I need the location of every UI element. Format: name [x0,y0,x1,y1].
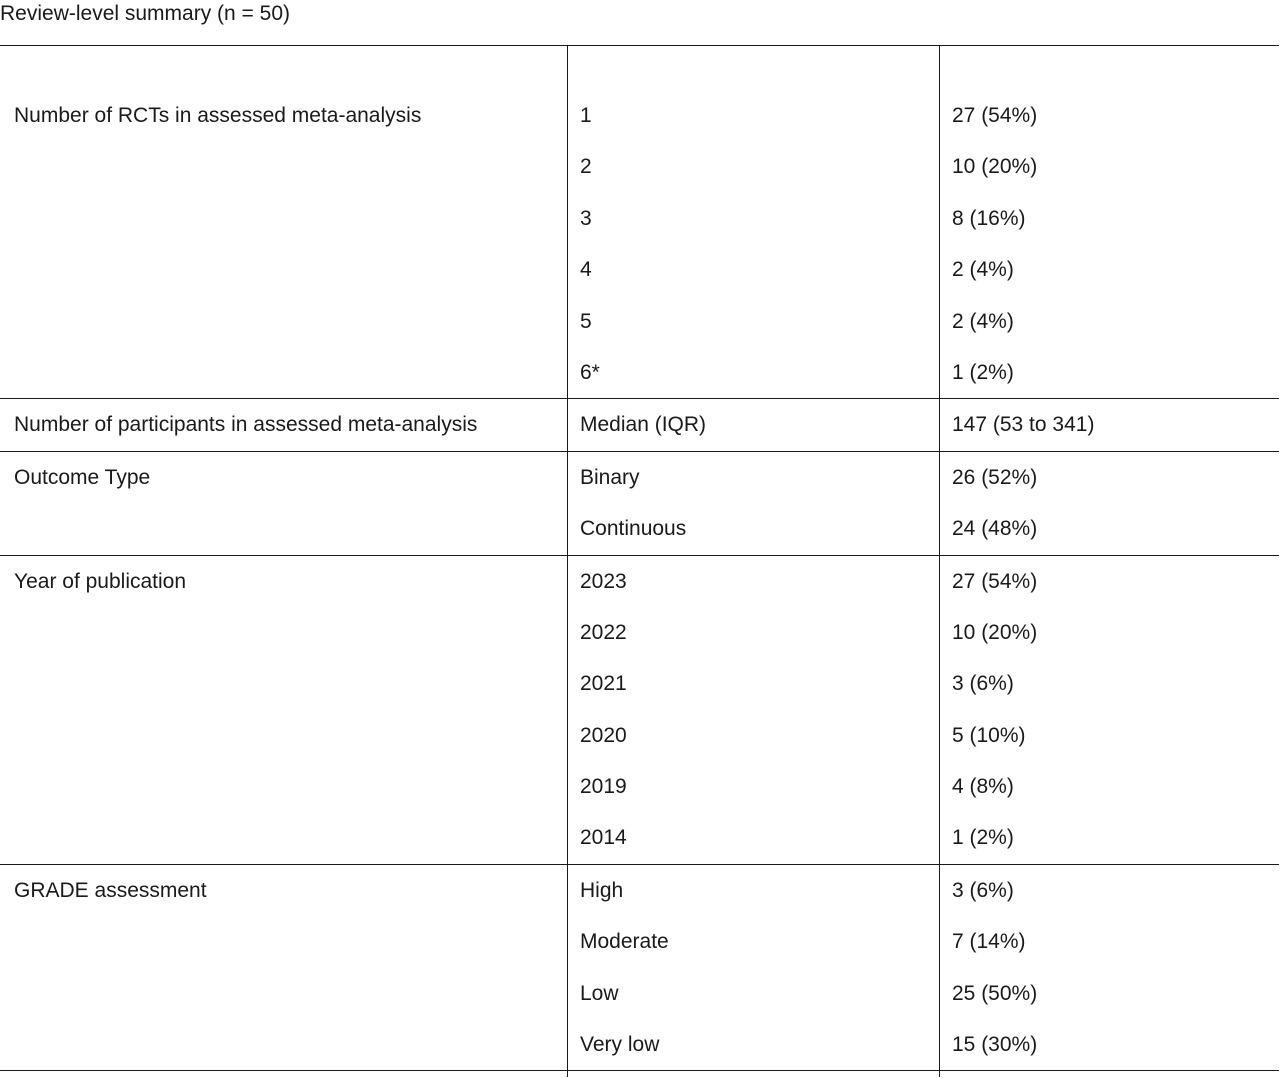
value-cell: 4 (8%) [952,775,1014,799]
table-section [0,452,1279,556]
category-cell: 2 [580,155,592,179]
category-cell: 4 [580,258,592,282]
column-divider-1 [567,45,568,1077]
category-cell: Very low [580,1033,660,1057]
table-section [0,865,1279,1072]
category-cell: High [580,878,624,902]
table-header-spacer [0,46,1279,90]
value-cell: 27 (54%) [952,569,1038,593]
row-label-cell [0,193,567,244]
row-label-cell [0,710,567,761]
table-row [0,452,1279,503]
category-cell: Continuous [580,517,687,541]
row-label-cell: Number of participants in assessed meta-analysis [14,413,478,437]
category-cell: 5 [580,309,592,333]
category-cell: Moderate [580,930,669,954]
table-row [0,193,1279,244]
table-row [0,399,1279,450]
table-row [0,812,1279,863]
category-cell: 1 [580,104,592,127]
row-label-cell [0,244,567,295]
table-caption: Review-level summary (n = 50) [0,2,291,25]
table-row [0,556,1279,607]
category-cell: 2023 [580,569,627,593]
category-cell: 2019 [580,775,627,799]
category-cell: Binary [580,465,640,489]
table-row [0,658,1279,709]
row-label-cell: Year of publication [14,569,187,593]
value-cell: 2 (4%) [952,309,1014,333]
value-cell: 7 (14%) [952,930,1026,954]
value-cell: 15 (30%) [952,1033,1038,1057]
value-cell: 10 (20%) [952,155,1038,179]
value-cell: 27 (54%) [952,104,1038,127]
table-body [0,90,1279,1071]
table-section [0,399,1279,451]
row-label-cell [0,296,567,347]
row-label-cell [0,607,567,658]
category-cell: 2020 [580,723,627,747]
value-cell: 5 (10%) [952,723,1026,747]
table-row [0,244,1279,295]
table-row [0,761,1279,812]
row-label-cell [0,658,567,709]
value-cell: 24 (48%) [952,517,1038,541]
table-row [0,141,1279,192]
table-row [0,1019,1279,1070]
table-row [0,296,1279,347]
row-label-cell: GRADE assessment [14,878,207,902]
row-label-cell: Number of RCTs in assessed meta-analysis [14,104,422,127]
table-section [0,90,1279,399]
value-cell: 3 (6%) [952,878,1014,902]
category-cell: Median (IQR) [580,413,707,437]
category-cell: 2014 [580,826,627,850]
category-cell: Low [580,981,619,1005]
row-label-cell [0,761,567,812]
table-row [0,865,1279,916]
category-cell: 2021 [580,672,627,696]
row-label-cell [0,1019,567,1070]
category-cell: 2022 [580,620,627,644]
value-cell: 8 (16%) [952,206,1026,230]
value-cell: 3 (6%) [952,672,1014,696]
value-cell: 1 (2%) [952,826,1014,850]
category-cell: 3 [580,206,592,230]
table-row [0,347,1279,398]
value-cell: 2 (4%) [952,258,1014,282]
row-label-cell [0,968,567,1019]
row-label-cell [0,347,567,398]
table-row [0,968,1279,1019]
value-cell: 147 (53 to 341) [952,413,1095,437]
value-cell: 25 (50%) [952,981,1038,1005]
table-row [0,607,1279,658]
column-divider-2 [939,45,940,1077]
row-label-cell [0,503,567,554]
value-cell: 1 (2%) [952,360,1014,384]
table-section [0,556,1279,865]
category-cell: 6* [580,360,600,384]
table-row [0,90,1279,141]
table-row [0,503,1279,554]
row-label-cell [0,916,567,967]
table-row [0,916,1279,967]
summary-table [0,45,1279,1071]
row-label-cell [0,141,567,192]
row-label-cell [0,812,567,863]
table-row [0,710,1279,761]
value-cell: 26 (52%) [952,465,1038,489]
row-label-cell: Outcome Type [14,465,151,489]
value-cell: 10 (20%) [952,620,1038,644]
